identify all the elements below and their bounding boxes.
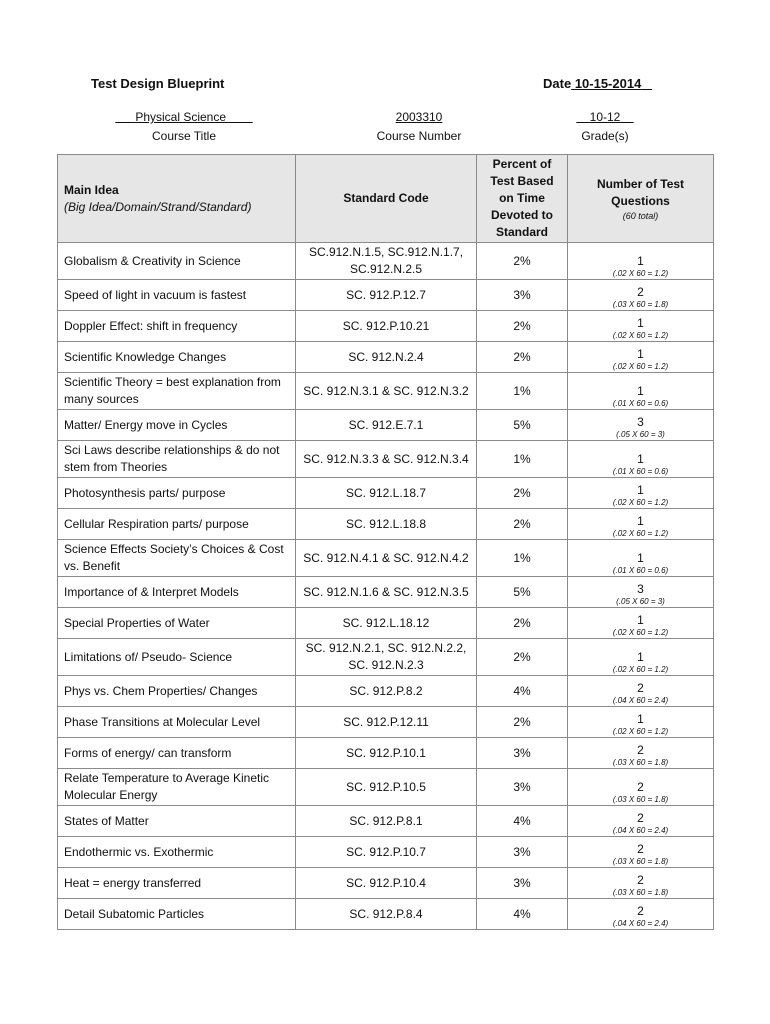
question-calculation: (.02 X 60 = 1.2) — [612, 362, 669, 371]
percent-cell: 1% — [477, 540, 568, 577]
question-count: 1 — [637, 551, 644, 565]
standard-code-cell: SC. 912.P.10.4 — [296, 868, 477, 899]
num-questions-cell — [568, 441, 714, 478]
num-questions-cell — [568, 280, 714, 311]
course-number-block — [349, 110, 489, 143]
percent-cell: 2% — [477, 243, 568, 280]
question-calculation: (.02 X 60 = 1.2) — [612, 498, 669, 507]
percent-cell: 5% — [477, 410, 568, 441]
question-calculation: (.01 X 60 = 0.6) — [612, 566, 669, 575]
num-questions-header: Number of Test Questions (60 total) — [568, 155, 714, 243]
percent-cell: 2% — [477, 311, 568, 342]
percent-cell: 2% — [477, 707, 568, 738]
num-questions-cell — [568, 639, 714, 676]
question-calculation: (.04 X 60 = 2.4) — [612, 826, 669, 835]
standard-code-cell: SC. 912.P.10.7 — [296, 837, 477, 868]
num-questions-cell — [568, 868, 714, 899]
main-idea-cell: Cellular Respiration parts/ purpose — [58, 509, 296, 540]
num-questions-cell — [568, 342, 714, 373]
question-count: 2 — [637, 743, 644, 757]
standard-code-cell: SC. 912.P.8.2 — [296, 676, 477, 707]
percent-cell: 4% — [477, 899, 568, 930]
standard-code-cell: SC. 912.E.7.1 — [296, 410, 477, 441]
course-title-value: Physical Science — [135, 110, 227, 124]
table-row — [58, 899, 714, 930]
standard-code-cell: SC. 912.N.1.6 & SC. 912.N.3.5 — [296, 577, 477, 608]
question-calculation: (.01 X 60 = 0.6) — [612, 399, 669, 408]
percent-cell: 2% — [477, 478, 568, 509]
percent-cell: 1% — [477, 373, 568, 410]
grade-label: Grade(s) — [581, 129, 629, 143]
table-row — [58, 410, 714, 441]
date-field — [543, 76, 652, 91]
question-calculation: (.02 X 60 = 1.2) — [612, 628, 669, 637]
standard-code-cell: SC. 912.L.18.12 — [296, 608, 477, 639]
question-count: 1 — [637, 254, 644, 268]
main-idea-cell: Importance of & Interpret Models — [58, 577, 296, 608]
question-calculation: (.02 X 60 = 1.2) — [612, 269, 669, 278]
table-row — [58, 608, 714, 639]
table-row — [58, 707, 714, 738]
question-count: 1 — [637, 452, 644, 466]
standard-code-cell: SC. 912.P.10.5 — [296, 769, 477, 806]
main-idea-cell: Matter/ Energy move in Cycles — [58, 410, 296, 441]
percent-header: Percent of Test Based on Time Devoted to Standard — [477, 155, 568, 243]
standard-code-cell: SC. 912.P.8.4 — [296, 899, 477, 930]
question-count: 1 — [637, 384, 644, 398]
main-idea-cell: Globalism & Creativity in Science — [58, 243, 296, 280]
question-count: 2 — [637, 904, 644, 918]
table-row — [58, 509, 714, 540]
percent-cell: 3% — [477, 738, 568, 769]
standard-code-cell: SC. 912.L.18.7 — [296, 478, 477, 509]
main-idea-cell: Doppler Effect: shift in frequency — [58, 311, 296, 342]
num-questions-cell — [568, 373, 714, 410]
table-row — [58, 806, 714, 837]
course-number-label: Course Number — [376, 129, 462, 143]
table-row — [58, 868, 714, 899]
num-questions-cell — [568, 509, 714, 540]
main-idea-cell: Sci Laws describe relationships & do not stem from Theories — [58, 441, 296, 478]
percent-cell: 3% — [477, 280, 568, 311]
table-row — [58, 478, 714, 509]
table-row — [58, 342, 714, 373]
percent-cell: 3% — [477, 868, 568, 899]
question-calculation: (.05 X 60 = 3) — [616, 597, 665, 606]
question-count: 2 — [637, 842, 644, 856]
num-questions-cell — [568, 738, 714, 769]
main-idea-header: Main Idea (Big Idea/Domain/Strand/Standard) — [58, 155, 296, 243]
standard-code-cell: SC. 912.P.12.7 — [296, 280, 477, 311]
main-idea-cell: Speed of light in vacuum is fastest — [58, 280, 296, 311]
course-number-value: 2003310 — [395, 110, 443, 124]
table-row — [58, 243, 714, 280]
question-count: 3 — [637, 582, 644, 596]
question-count: 1 — [637, 514, 644, 528]
standard-code-cell: SC. 912.N.4.1 & SC. 912.N.4.2 — [296, 540, 477, 577]
main-idea-cell: Photosynthesis parts/ purpose — [58, 478, 296, 509]
percent-cell: 3% — [477, 837, 568, 868]
question-calculation: (.02 X 60 = 1.2) — [612, 529, 669, 538]
percent-cell: 2% — [477, 608, 568, 639]
document-title: Test Design Blueprint — [91, 76, 225, 91]
standard-code-cell: SC.912.N.1.5, SC.912.N.1.7, SC.912.N.2.5 — [296, 243, 477, 280]
question-calculation: (.03 X 60 = 1.8) — [612, 857, 669, 866]
grade-value: 10-12 — [589, 110, 621, 124]
question-calculation: (.04 X 60 = 2.4) — [612, 696, 669, 705]
main-idea-cell: Forms of energy/ can transform — [58, 738, 296, 769]
table-row — [58, 280, 714, 311]
table-row — [58, 639, 714, 676]
num-questions-cell — [568, 837, 714, 868]
standard-code-cell: SC. 912.P.8.1 — [296, 806, 477, 837]
standard-code-cell: SC. 912.P.10.21 — [296, 311, 477, 342]
standard-code-header: Standard Code — [296, 155, 477, 243]
num-questions-cell — [568, 676, 714, 707]
table-row — [58, 676, 714, 707]
question-calculation: (.05 X 60 = 3) — [616, 430, 665, 439]
table-row — [58, 577, 714, 608]
percent-cell: 2% — [477, 639, 568, 676]
num-questions-cell — [568, 769, 714, 806]
main-idea-cell: Relate Temperature to Average Kinetic Molecular Energy — [58, 769, 296, 806]
num-questions-cell — [568, 311, 714, 342]
date-value: 10-15-2014 — [574, 76, 642, 91]
table-header-row — [58, 155, 714, 243]
question-count: 2 — [637, 873, 644, 887]
standard-code-cell: SC. 912.N.2.4 — [296, 342, 477, 373]
main-idea-cell: Detail Subatomic Particles — [58, 899, 296, 930]
main-idea-cell: Phys vs. Chem Properties/ Changes — [58, 676, 296, 707]
question-calculation: (.02 X 60 = 1.2) — [612, 665, 669, 674]
percent-cell: 4% — [477, 806, 568, 837]
percent-cell: 4% — [477, 676, 568, 707]
percent-cell: 5% — [477, 577, 568, 608]
grade-block — [555, 110, 655, 143]
question-calculation: (.03 X 60 = 1.8) — [612, 795, 669, 804]
question-count: 2 — [637, 285, 644, 299]
num-questions-cell — [568, 410, 714, 441]
question-count: 1 — [637, 650, 644, 664]
question-calculation: (.01 X 60 = 0.6) — [612, 467, 669, 476]
main-idea-cell: Scientific Theory = best explanation from many sources — [58, 373, 296, 410]
table-row — [58, 837, 714, 868]
table-row — [58, 441, 714, 478]
table-row — [58, 540, 714, 577]
percent-cell: 3% — [477, 769, 568, 806]
standard-code-cell: SC. 912.L.18.8 — [296, 509, 477, 540]
main-idea-cell: Science Effects Society’s Choices & Cost vs. Benefit — [58, 540, 296, 577]
table-row — [58, 769, 714, 806]
main-idea-cell: Scientific Knowledge Changes — [58, 342, 296, 373]
table-row — [58, 373, 714, 410]
standard-code-cell: SC. 912.P.10.1 — [296, 738, 477, 769]
num-questions-cell — [568, 707, 714, 738]
question-count: 2 — [637, 681, 644, 695]
main-idea-cell: Heat = energy transferred — [58, 868, 296, 899]
num-questions-cell — [568, 478, 714, 509]
blueprint-table — [57, 154, 714, 930]
question-count: 3 — [637, 415, 644, 429]
question-calculation: (.02 X 60 = 1.2) — [612, 727, 669, 736]
question-calculation: (.03 X 60 = 1.8) — [612, 300, 669, 309]
table-row — [58, 311, 714, 342]
question-count: 2 — [637, 780, 644, 794]
main-idea-cell: Special Properties of Water — [58, 608, 296, 639]
question-count: 1 — [637, 316, 644, 330]
num-questions-cell — [568, 806, 714, 837]
main-idea-cell: Endothermic vs. Exothermic — [58, 837, 296, 868]
question-calculation: (.04 X 60 = 2.4) — [612, 919, 669, 928]
question-calculation: (.02 X 60 = 1.2) — [612, 331, 669, 340]
standard-code-cell: SC. 912.N.2.1, SC. 912.N.2.2, SC. 912.N.2.3 — [296, 639, 477, 676]
question-count: 1 — [637, 613, 644, 627]
question-count: 2 — [637, 811, 644, 825]
date-label: Date — [543, 76, 572, 91]
question-count: 1 — [637, 347, 644, 361]
question-calculation: (.03 X 60 = 1.8) — [612, 888, 669, 897]
main-idea-cell: Phase Transitions at Molecular Level — [58, 707, 296, 738]
percent-cell: 1% — [477, 441, 568, 478]
num-questions-cell — [568, 899, 714, 930]
standard-code-cell: SC. 912.P.12.11 — [296, 707, 477, 738]
percent-cell: 2% — [477, 509, 568, 540]
standard-code-cell: SC. 912.N.3.3 & SC. 912.N.3.4 — [296, 441, 477, 478]
question-count: 1 — [637, 483, 644, 497]
main-idea-cell: Limitations of/ Pseudo- Science — [58, 639, 296, 676]
table-body — [58, 243, 714, 930]
percent-cell: 2% — [477, 342, 568, 373]
standard-code-cell: SC. 912.N.3.1 & SC. 912.N.3.2 — [296, 373, 477, 410]
question-calculation: (.03 X 60 = 1.8) — [612, 758, 669, 767]
question-count: 1 — [637, 712, 644, 726]
table-row — [58, 738, 714, 769]
num-questions-cell — [568, 608, 714, 639]
main-idea-cell: States of Matter — [58, 806, 296, 837]
num-questions-cell — [568, 577, 714, 608]
course-title-block — [91, 110, 277, 143]
num-questions-cell — [568, 243, 714, 280]
course-title-label: Course Title — [151, 129, 217, 143]
num-questions-cell — [568, 540, 714, 577]
